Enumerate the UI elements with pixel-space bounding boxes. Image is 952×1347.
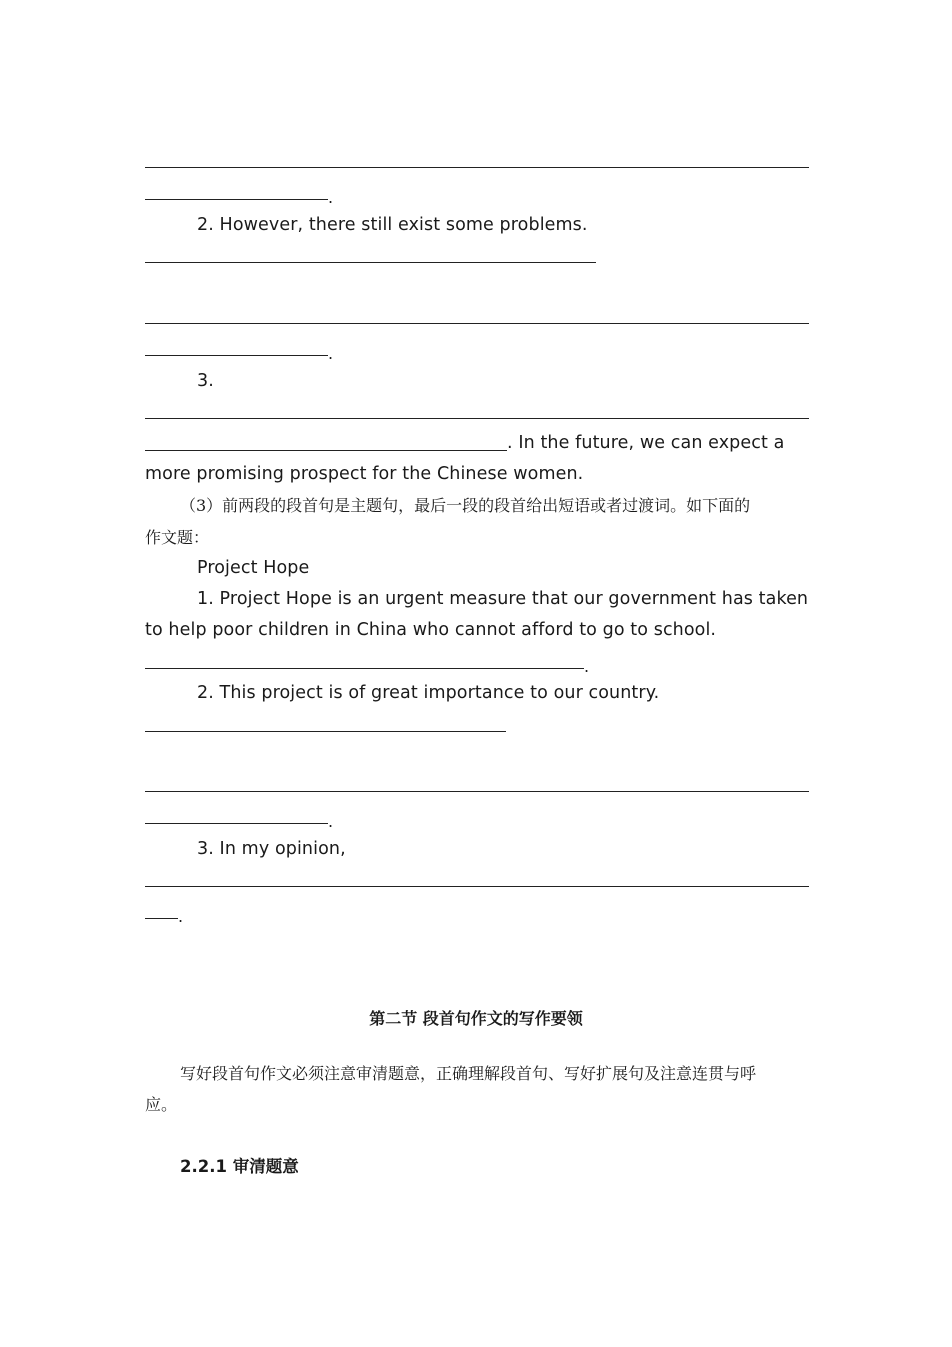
blank-line bbox=[145, 450, 507, 451]
blank-period: . bbox=[328, 344, 334, 363]
blank-line bbox=[145, 199, 328, 200]
section-body-line-1: 写好段首句作文必须注意审清题意，正确理解段首句、写好扩展句及注意连贯与呼 bbox=[180, 1064, 757, 1083]
blank-line bbox=[145, 731, 506, 732]
blank-period: . bbox=[328, 812, 334, 831]
outline-item-3-number: 3. bbox=[197, 371, 214, 391]
subsection-heading: 2.2.1 审清题意 bbox=[180, 1157, 299, 1176]
outline-item-3-continued: more promising prospect for the Chinese women. bbox=[145, 464, 584, 484]
blank-line bbox=[145, 823, 328, 824]
section-body-line-2: 应。 bbox=[145, 1095, 178, 1114]
example-intro-line-1: （3）前两段的段首句是主题句，最后一段的段首给出短语或者过渡词。如下面的 bbox=[180, 496, 751, 515]
blank-line bbox=[145, 418, 809, 419]
outline-item-3-tail: . In the future, we can expect a bbox=[507, 433, 785, 453]
blank-line bbox=[145, 791, 809, 792]
blank-line bbox=[145, 668, 584, 669]
blank-line bbox=[145, 918, 178, 919]
blank-line bbox=[145, 323, 809, 324]
essay-title: Project Hope bbox=[197, 558, 310, 578]
essay-item-3: 3. In my opinion, bbox=[197, 839, 346, 859]
blank-line bbox=[145, 886, 809, 887]
essay-item-1-line-2: to help poor children in China who cannot afford to go to school. bbox=[145, 620, 717, 640]
essay-item-1-line-1: 1. Project Hope is an urgent measure that our government has taken bbox=[197, 589, 809, 609]
outline-item-2: 2. However, there still exist some problems. bbox=[197, 215, 588, 235]
blank-line bbox=[145, 355, 328, 356]
blank-line bbox=[145, 167, 809, 168]
section-heading: 第二节 段首句作文的写作要领 bbox=[369, 1009, 583, 1028]
essay-item-2: 2. This project is of great importance to our country. bbox=[197, 683, 660, 703]
blank-period: . bbox=[328, 188, 334, 207]
example-intro-line-2: 作文题： bbox=[145, 528, 210, 547]
blank-line bbox=[145, 262, 596, 263]
blank-period: . bbox=[584, 657, 590, 676]
blank-period: . bbox=[178, 907, 184, 926]
